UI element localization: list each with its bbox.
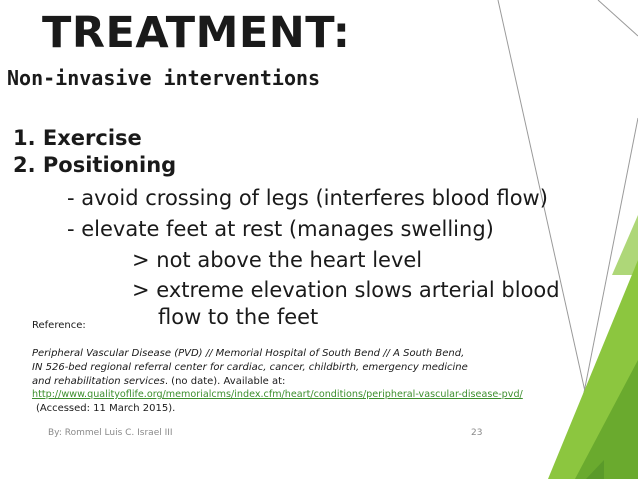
list-item-elevate-feet: - elevate feet at rest (manages swelling) xyxy=(67,217,494,241)
reference-line-2: IN 526-bed regional referral center for cardiac, cancer, childbirth, emergency medicine xyxy=(32,362,468,373)
green-triangle-small xyxy=(612,215,638,275)
list-item-positioning: 2. Positioning xyxy=(13,153,177,177)
decor-line-2 xyxy=(598,0,638,36)
list-item-extreme-elevation: > extreme elevation slows arterial blood xyxy=(132,278,560,302)
reference-line-3 xyxy=(32,376,285,387)
reference-url-link[interactable]: http://www.qualityoflife.org/memorialcms/index.cfm/heart/conditions/peripheral-vascular-disease-pvd/ xyxy=(32,389,523,400)
footer-author: By: Rommel Luis C. Israel III xyxy=(48,428,173,438)
page-number: 23 xyxy=(471,428,483,438)
reference-accessed: (Accessed: 11 March 2015). xyxy=(36,403,176,414)
reference-line-3-rest: . (no date). Available at: xyxy=(164,376,286,387)
list-item-avoid-crossing: - avoid crossing of legs (interferes blood flow) xyxy=(67,186,548,210)
list-item-not-above-heart: > not above the heart level xyxy=(132,248,423,272)
reference-line-1: Peripheral Vascular Disease (PVD) // Memorial Hospital of South Bend // A South Bend, xyxy=(32,348,465,359)
slide-title: TREATMENT: xyxy=(42,8,351,58)
reference-label: Reference: xyxy=(32,320,86,331)
list-item-flow-to-feet: flow to the feet xyxy=(158,305,319,329)
slide-subtitle: Non-invasive interventions xyxy=(7,66,321,90)
list-item-exercise: 1. Exercise xyxy=(13,126,142,150)
reference-line-3-italic: and rehabilitation services xyxy=(32,376,165,387)
